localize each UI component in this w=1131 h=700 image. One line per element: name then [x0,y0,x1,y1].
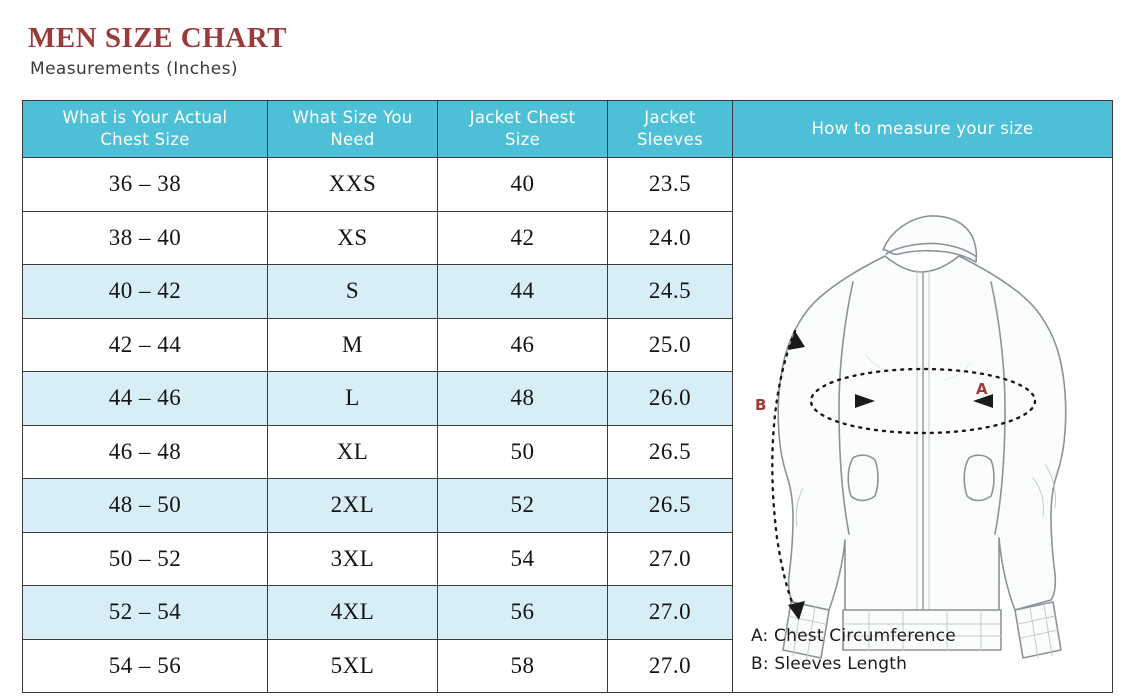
cell-jacket-sleeves: 25.0 [608,318,733,372]
column-header-jacket-chest-line2: Size [504,130,541,149]
column-header-size-needed [268,101,438,158]
cell-size-needed: 2XL [268,479,438,533]
column-header-how-to-measure: How to measure your size [733,101,1113,158]
cell-jacket-chest: 46 [438,318,608,372]
cell-actual-chest: 54 – 56 [23,639,268,693]
column-header-actual-chest [23,101,268,158]
cell-size-needed: 4XL [268,586,438,640]
cell-jacket-sleeves: 26.0 [608,372,733,426]
cell-actual-chest: 50 – 52 [23,532,268,586]
cell-jacket-sleeves: 26.5 [608,479,733,533]
cell-jacket-chest: 48 [438,372,608,426]
cell-jacket-chest: 42 [438,211,608,265]
illustration-legend [751,622,956,678]
cell-size-needed: XXS [268,158,438,212]
cell-actual-chest: 40 – 42 [23,265,268,319]
page-title: MEN SIZE CHART [28,22,287,54]
cell-actual-chest: 52 – 54 [23,586,268,640]
cell-size-needed: 5XL [268,639,438,693]
column-header-size-needed-line1: What Size You [292,107,413,127]
cell-size-needed: XL [268,425,438,479]
column-header-jacket-chest-line1: Jacket Chest [469,107,576,127]
cell-actual-chest: 38 – 40 [23,211,268,265]
cell-jacket-sleeves: 24.0 [608,211,733,265]
cell-jacket-sleeves: 26.5 [608,425,733,479]
cell-size-needed: L [268,372,438,426]
size-chart-table-container [22,100,1112,682]
page-subtitle: Measurements (Inches) [30,59,238,79]
cell-jacket-sleeves: 27.0 [608,586,733,640]
table-body [23,158,1113,693]
jacket-drawing-icon [733,158,1111,683]
how-to-measure-illustration-cell [733,158,1113,693]
cell-jacket-chest: 52 [438,479,608,533]
column-header-actual-chest-line1: What is Your Actual [62,107,228,127]
size-chart-table [22,100,1113,693]
cell-size-needed: XS [268,211,438,265]
cell-actual-chest: 42 – 44 [23,318,268,372]
table-row [23,158,1113,212]
cell-actual-chest: 44 – 46 [23,372,268,426]
table-header-row [23,101,1113,158]
cell-size-needed: M [268,318,438,372]
cell-jacket-sleeves: 27.0 [608,532,733,586]
cell-jacket-chest: 44 [438,265,608,319]
column-header-jacket-sleeves-line1: Jacket [644,107,696,127]
cell-actual-chest: 46 – 48 [23,425,268,479]
cell-jacket-sleeves: 27.0 [608,639,733,693]
cell-jacket-sleeves: 24.5 [608,265,733,319]
cell-jacket-chest: 54 [438,532,608,586]
jacket-illustration [733,158,1112,692]
cell-actual-chest: 48 – 50 [23,479,268,533]
cell-size-needed: 3XL [268,532,438,586]
column-header-size-needed-line2: Need [330,130,375,149]
cell-actual-chest: 36 – 38 [23,158,268,212]
marker-b-label: B [755,396,767,414]
column-header-jacket-sleeves [608,101,733,158]
table-header [23,101,1113,158]
cell-jacket-chest: 40 [438,158,608,212]
marker-a-label: A [976,380,989,398]
cell-jacket-chest: 58 [438,639,608,693]
legend-line-b: B: Sleeves Length [751,653,908,674]
cell-jacket-chest: 56 [438,586,608,640]
legend-line-a: A: Chest Circumference [751,625,956,646]
column-header-actual-chest-line2: Chest Size [100,130,190,149]
column-header-jacket-chest [438,101,608,158]
cell-size-needed: S [268,265,438,319]
column-header-jacket-sleeves-line2: Sleeves [637,130,703,149]
cell-jacket-sleeves: 23.5 [608,158,733,212]
cell-jacket-chest: 50 [438,425,608,479]
